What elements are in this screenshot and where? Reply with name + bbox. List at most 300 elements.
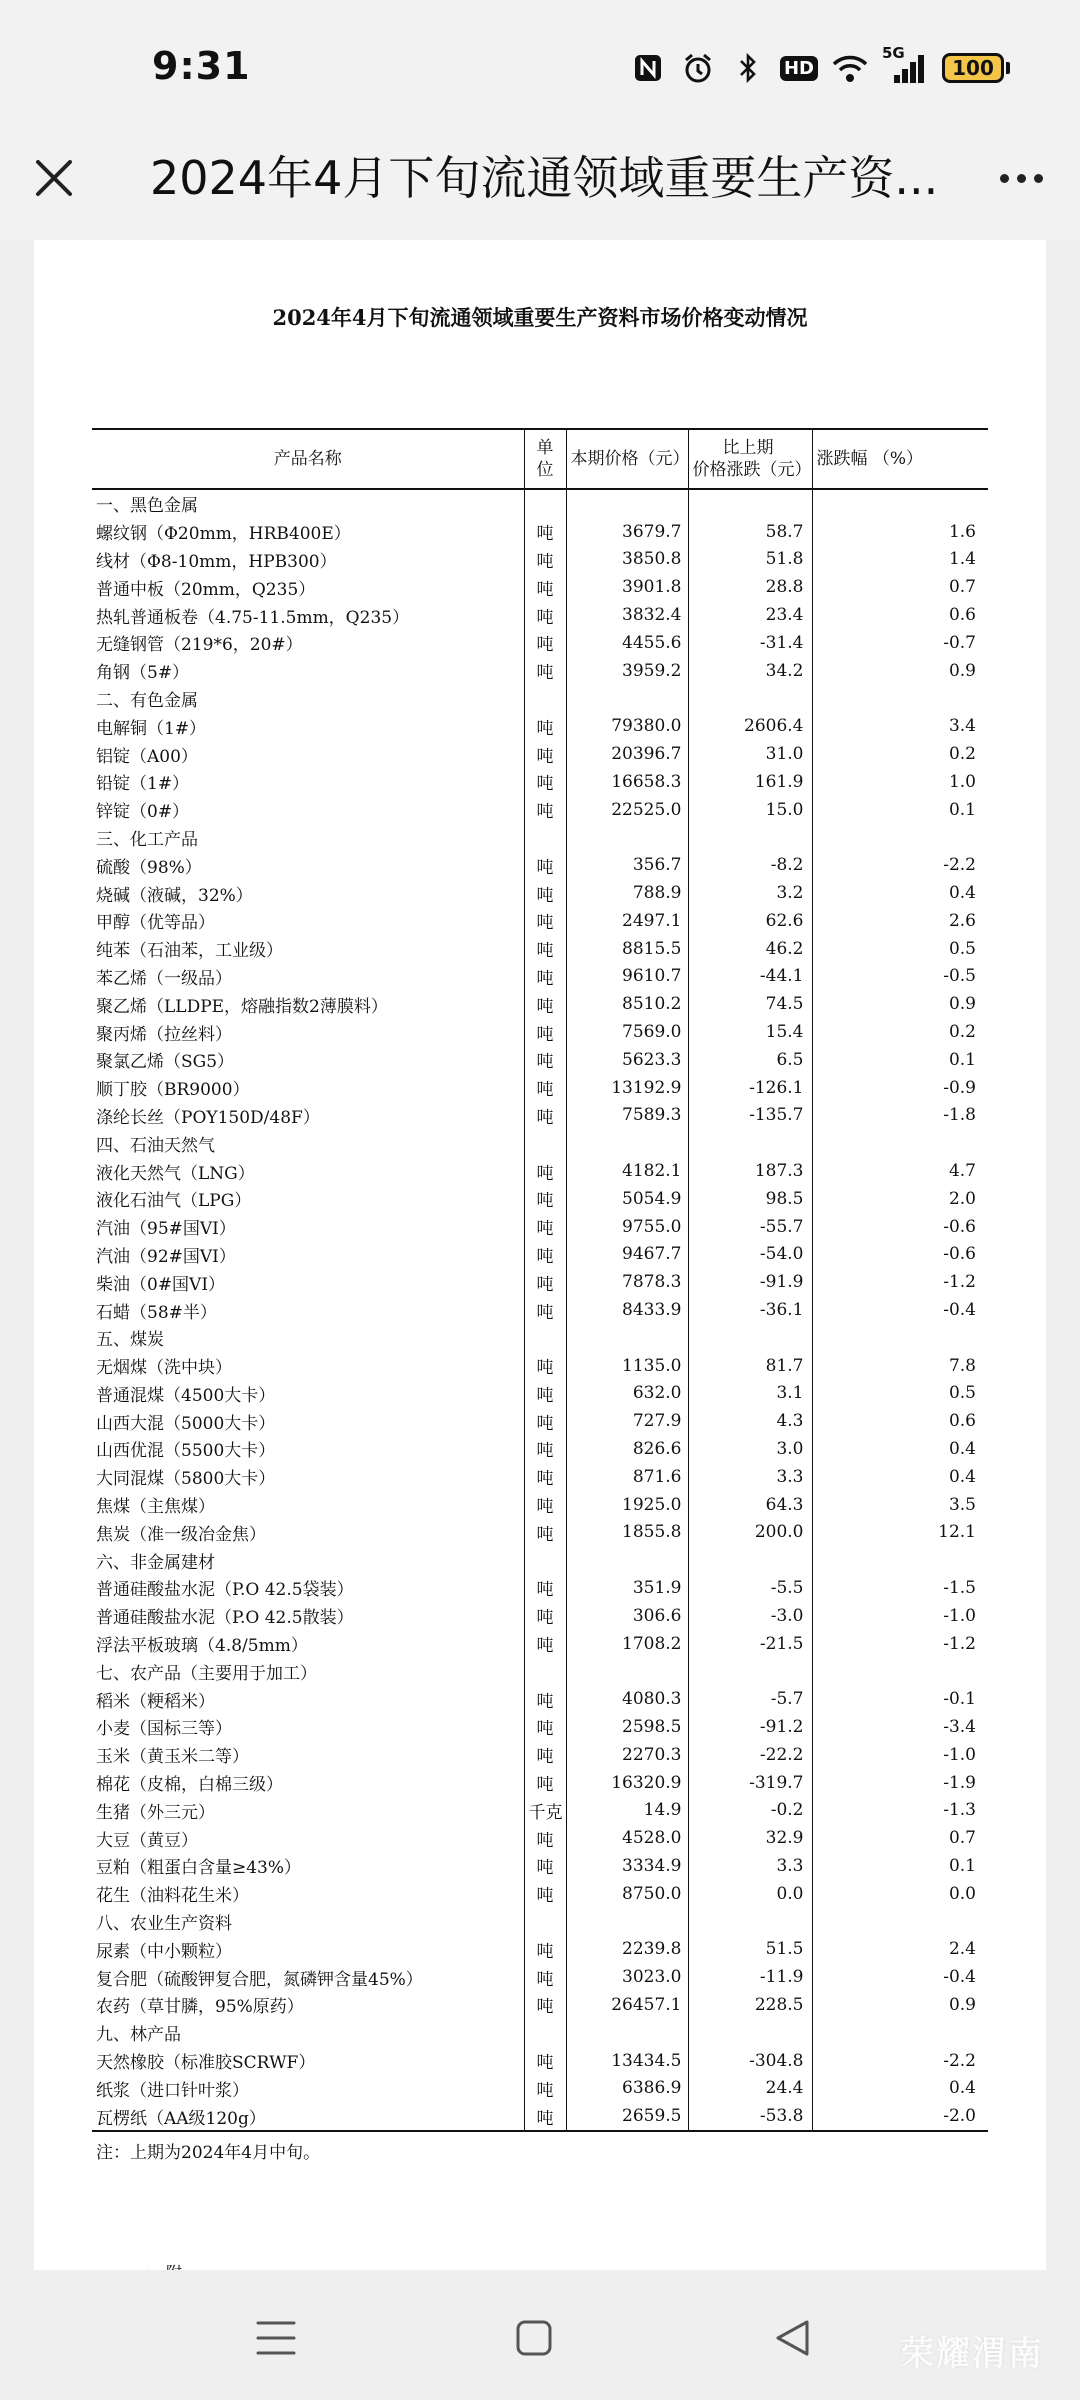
watermark: 荣耀渭南 (900, 2334, 1044, 2374)
price-cell (566, 1324, 688, 1352)
table-row (92, 573, 988, 601)
product-name-cell: 甲醇（优等品） (96, 913, 215, 934)
unit-cell: 吨 (524, 1268, 566, 1296)
product-name-cell: 烧碱（液碱，32%） (96, 885, 253, 906)
product-name-cell: 尿素（中小颗粒） (96, 1941, 232, 1962)
unit-cell: 吨 (524, 573, 566, 601)
pct-cell: 0.9 (948, 1994, 976, 2015)
product-name-cell: 九、林产品 (96, 2025, 181, 2046)
header-unit: 单位 (524, 429, 566, 489)
category-row (92, 685, 988, 713)
product-name-cell: 电解铜（1#） (96, 718, 207, 739)
table-row (92, 1018, 988, 1046)
change-cell: 34.2 (688, 657, 812, 685)
pct-cell: 0.7 (948, 577, 976, 598)
pct-cell: 1.4 (948, 549, 976, 570)
pct-cell: 2.0 (948, 1188, 976, 1209)
price-cell (566, 1546, 688, 1574)
product-name-cell: 豆粕（粗蛋白含量≥43%） (96, 1858, 302, 1879)
table-row (92, 1463, 988, 1491)
close-button[interactable] (24, 148, 84, 208)
pct-cell (812, 2019, 988, 2047)
table-row (92, 1880, 988, 1908)
product-name-cell: 四、石油天然气 (96, 1135, 215, 1156)
change-cell: 64.3 (688, 1491, 812, 1519)
document-title: 2024年4月下旬流通领域重要生产资料市场价格变动情况 (272, 305, 808, 330)
signal-icon (882, 44, 928, 86)
product-name-cell: 一、黑色金属 (96, 496, 198, 517)
change-cell: -31.4 (688, 629, 812, 657)
unit-cell: 吨 (524, 1880, 566, 1908)
price-cell: 1855.8 (622, 1522, 682, 1543)
wifi-icon (832, 50, 868, 86)
product-name-cell: 山西大混（5000大卡） (96, 1413, 276, 1434)
unit-cell: 吨 (524, 546, 566, 574)
hd-icon: HD (780, 56, 818, 81)
product-name-cell: 普通混煤（4500大卡） (96, 1385, 276, 1406)
unit-cell: 吨 (524, 1296, 566, 1324)
product-name-cell: 热轧普通板卷（4.75-11.5mm，Q235） (96, 607, 410, 628)
price-cell: 9755.0 (622, 1216, 682, 1237)
unit-cell: 吨 (524, 1824, 566, 1852)
pct-cell: 3.4 (948, 716, 976, 737)
unit-cell (524, 2019, 566, 2047)
table-row (92, 740, 988, 768)
pct-cell: -0.4 (943, 1967, 976, 1988)
page-title: 2024年4月下旬流通领域重要生产资... (150, 151, 939, 205)
unit-cell: 吨 (524, 768, 566, 796)
menu-icon (256, 2319, 296, 2357)
pct-cell: -0.1 (943, 1689, 976, 1710)
table-row (92, 851, 988, 879)
unit-cell (524, 685, 566, 713)
product-name-cell: 角钢（5#） (96, 663, 190, 684)
unit-cell: 吨 (524, 1991, 566, 2019)
price-cell: 9467.7 (622, 1244, 682, 1265)
app-bar (0, 130, 1080, 240)
table-row (92, 629, 988, 657)
price-cell: 3959.2 (622, 660, 682, 681)
product-name-cell: 农药（草甘膦，95%原药） (96, 1997, 304, 2018)
price-cell: 632.0 (632, 1383, 682, 1404)
unit-cell: 吨 (524, 1213, 566, 1241)
change-cell: 46.2 (688, 935, 812, 963)
price-cell: 8750.0 (622, 1883, 682, 1904)
product-name-cell: 普通硅酸盐水泥（P.O 42.5散装） (96, 1608, 354, 1629)
change-cell (688, 1129, 812, 1157)
change-cell (688, 489, 812, 518)
header-pct: 涨跌幅 （%） (812, 429, 988, 489)
change-cell: -135.7 (688, 1102, 812, 1130)
footnote: 注：上期为2024年4月中旬。 (96, 2143, 321, 2163)
table-row (92, 1574, 988, 1602)
unit-cell: 吨 (524, 629, 566, 657)
pct-cell: 7.8 (948, 1355, 976, 1376)
status-bar (0, 0, 1080, 130)
pct-cell: 4.7 (948, 1161, 976, 1182)
back-button[interactable] (752, 2298, 832, 2378)
change-cell: 161.9 (688, 768, 812, 796)
table-row (92, 796, 988, 824)
pct-cell: -1.0 (943, 1744, 976, 1765)
price-cell: 727.9 (632, 1411, 682, 1432)
product-name-cell: 二、有色金属 (96, 690, 198, 711)
change-cell: 58.7 (688, 518, 812, 546)
product-name-cell: 硫酸（98%） (96, 857, 202, 878)
change-cell: 15.4 (688, 1018, 812, 1046)
price-cell: 7569.0 (622, 1022, 682, 1043)
price-cell: 3334.9 (622, 1855, 682, 1876)
pct-cell (812, 1546, 988, 1574)
product-name-cell: 纸浆（进口针叶浆） (96, 2080, 249, 2101)
table-row (92, 1518, 988, 1546)
pct-cell: -3.4 (943, 1716, 976, 1737)
change-cell: -319.7 (688, 1769, 812, 1797)
table-row (92, 546, 988, 574)
change-cell: 2606.4 (688, 712, 812, 740)
price-cell: 826.6 (632, 1438, 682, 1459)
pct-cell: 0.4 (948, 1438, 976, 1459)
table-row (92, 768, 988, 796)
change-cell: 6.5 (688, 1046, 812, 1074)
price-cell: 8433.9 (622, 1300, 682, 1320)
pct-cell: -2.2 (943, 2050, 976, 2071)
table-row (92, 879, 988, 907)
pct-cell: 0.4 (948, 2078, 976, 2099)
price-cell: 8815.5 (622, 938, 682, 959)
unit-cell: 吨 (524, 935, 566, 963)
table-row (92, 1185, 988, 1213)
pct-cell (812, 1657, 988, 1685)
unit-cell: 吨 (524, 1769, 566, 1797)
product-name-cell: 柴油（0#国VI） (96, 1274, 226, 1295)
pct-cell (812, 1129, 988, 1157)
price-cell: 14.9 (643, 1800, 682, 1821)
unit-cell: 吨 (524, 518, 566, 546)
unit-cell: 吨 (524, 1102, 566, 1130)
product-name-cell: 五、煤炭 (96, 1330, 164, 1351)
unit-cell: 吨 (524, 1630, 566, 1658)
change-cell: -11.9 (688, 1963, 812, 1991)
price-cell: 1925.0 (622, 1494, 682, 1515)
price-cell (566, 1908, 688, 1936)
change-cell (688, 1908, 812, 1936)
change-cell: -21.5 (688, 1630, 812, 1658)
change-cell: -5.5 (688, 1574, 812, 1602)
pct-cell: 0.2 (948, 1022, 976, 1043)
table-body (92, 489, 988, 2131)
price-cell: 4182.1 (622, 1161, 682, 1182)
product-name-cell: 无缝钢管（219*6，20#） (96, 635, 303, 656)
price-cell: 4455.6 (622, 632, 682, 653)
unit-cell: 吨 (524, 1463, 566, 1491)
change-cell: 51.5 (688, 1935, 812, 1963)
pct-cell: 0.4 (948, 883, 976, 904)
price-cell: 7589.3 (622, 1105, 682, 1126)
category-row (92, 1657, 988, 1685)
change-cell: 228.5 (688, 1991, 812, 2019)
unit-cell: 吨 (524, 1407, 566, 1435)
change-cell: 3.2 (688, 879, 812, 907)
table-row (92, 1630, 988, 1658)
change-cell (688, 2019, 812, 2047)
unit-cell (524, 824, 566, 852)
change-cell: 187.3 (688, 1157, 812, 1185)
change-cell: 32.9 (688, 1824, 812, 1852)
change-cell: -54.0 (688, 1241, 812, 1269)
product-name-cell: 汽油（92#国VI） (96, 1246, 236, 1267)
change-cell: 24.4 (688, 2074, 812, 2102)
unit-cell: 吨 (524, 1241, 566, 1269)
category-row (92, 1129, 988, 1157)
pct-cell (812, 824, 988, 852)
change-cell: 74.5 (688, 990, 812, 1018)
table-row (92, 1852, 988, 1880)
product-name-cell: 液化石油气（LPG） (96, 1191, 252, 1212)
price-cell: 20396.7 (611, 744, 682, 765)
header-name: 产品名称 (92, 429, 524, 489)
table-row (92, 935, 988, 963)
product-name-cell: 浮法平板玻璃（4.8/5mm） (96, 1636, 308, 1657)
change-cell: 15.0 (688, 796, 812, 824)
price-cell: 8510.2 (622, 994, 682, 1015)
pct-cell: -0.5 (943, 966, 976, 987)
change-cell (688, 685, 812, 713)
product-name-cell: 螺纹钢（Φ20mm，HRB400E） (96, 524, 351, 545)
header-price: 本期价格（元） (566, 429, 688, 489)
table-row (92, 1213, 988, 1241)
table-row (92, 1352, 988, 1380)
change-cell: 0.0 (688, 1880, 812, 1908)
price-cell: 7878.3 (622, 1272, 682, 1293)
table-row (92, 1407, 988, 1435)
table-row (92, 601, 988, 629)
unit-cell: 吨 (524, 1574, 566, 1602)
unit-cell: 吨 (524, 1491, 566, 1519)
category-row (92, 824, 988, 852)
menu-button[interactable] (236, 2298, 316, 2378)
table-row (92, 1769, 988, 1797)
unit-cell: 吨 (524, 796, 566, 824)
table-row (92, 1074, 988, 1102)
price-cell (566, 1129, 688, 1157)
pct-cell: 0.6 (948, 605, 976, 626)
table-row (92, 990, 988, 1018)
price-cell: 3850.8 (622, 549, 682, 570)
table-row (92, 1157, 988, 1185)
change-cell: 98.5 (688, 1185, 812, 1213)
change-cell: -22.2 (688, 1741, 812, 1769)
unit-cell: 吨 (524, 990, 566, 1018)
pct-cell: 0.5 (948, 1383, 976, 1404)
unit-cell: 吨 (524, 712, 566, 740)
change-cell: -55.7 (688, 1213, 812, 1241)
change-cell: 31.0 (688, 740, 812, 768)
next-section-cutoff (134, 2260, 194, 2270)
product-name-cell: 铅锭（1#） (96, 774, 190, 795)
price-table (92, 428, 988, 2132)
unit-cell: 吨 (524, 2102, 566, 2131)
product-name-cell: 小麦（国标三等） (96, 1719, 232, 1740)
pct-cell: 1.6 (948, 521, 976, 542)
price-cell: 9610.7 (622, 966, 682, 987)
table-row (92, 1268, 988, 1296)
unit-cell: 吨 (524, 1741, 566, 1769)
product-name-cell: 生猪（外三元） (96, 1802, 215, 1823)
product-name-cell: 焦煤（主焦煤） (96, 1497, 215, 1518)
pct-cell: 2.6 (948, 910, 976, 931)
change-cell: -91.2 (688, 1713, 812, 1741)
close-icon (34, 158, 74, 198)
pct-cell: -1.5 (943, 1577, 976, 1598)
change-cell: 3.3 (688, 1852, 812, 1880)
pct-cell: 0.7 (948, 1828, 976, 1849)
table-row (92, 1935, 988, 1963)
status-icons (630, 44, 1010, 88)
change-cell (688, 824, 812, 852)
product-name-cell: 六、非金属建材 (96, 1552, 215, 1573)
battery-level: 100 (942, 53, 1004, 83)
table-header (92, 429, 988, 489)
price-cell: 13434.5 (611, 2050, 682, 2071)
change-cell (688, 1324, 812, 1352)
table-row (92, 1380, 988, 1408)
unit-cell: 吨 (524, 1713, 566, 1741)
price-cell: 79380.0 (611, 716, 682, 737)
price-cell: 5054.9 (622, 1188, 682, 1209)
price-cell: 2270.3 (622, 1744, 682, 1765)
back-triangle-icon (773, 2318, 811, 2358)
product-name-cell: 花生（油料花生米） (96, 1886, 249, 1907)
pct-cell: 0.9 (948, 660, 976, 681)
unit-cell (524, 1546, 566, 1574)
product-name-cell: 天然橡胶（标准胶SCRWF） (96, 2053, 316, 2074)
change-cell (688, 1657, 812, 1685)
unit-cell: 吨 (524, 2047, 566, 2075)
unit-cell (524, 1657, 566, 1685)
unit-cell: 吨 (524, 963, 566, 991)
pct-cell: 3.5 (948, 1494, 976, 1515)
home-button[interactable] (494, 2298, 574, 2378)
change-cell: -36.1 (688, 1296, 812, 1324)
change-cell: -0.2 (688, 1796, 812, 1824)
price-cell (566, 685, 688, 713)
price-cell: 306.6 (632, 1605, 682, 1626)
product-name-cell: 复合肥（硫酸钾复合肥，氮磷钾含量45%） (96, 1969, 423, 1990)
unit-cell: 吨 (524, 1935, 566, 1963)
product-name-cell: 苯乙烯（一级品） (96, 968, 232, 989)
unit-cell: 千克 (524, 1796, 566, 1824)
navigation-bar (0, 2270, 1080, 2400)
pct-cell: -2.2 (943, 855, 976, 876)
unit-cell: 吨 (524, 851, 566, 879)
pct-cell (812, 489, 988, 518)
unit-cell: 吨 (524, 1518, 566, 1546)
table-row (92, 2074, 988, 2102)
table-row (92, 1602, 988, 1630)
pct-cell: 0.4 (948, 1466, 976, 1487)
pct-cell: 12.1 (938, 1522, 976, 1543)
unit-cell: 吨 (524, 1157, 566, 1185)
product-name-cell: 铝锭（A00） (96, 746, 198, 767)
price-cell: 3832.4 (622, 605, 682, 626)
price-cell (566, 489, 688, 518)
table-row (92, 712, 988, 740)
unit-cell: 吨 (524, 1963, 566, 1991)
product-name-cell: 石蜡（58#半） (96, 1302, 217, 1323)
unit-cell: 吨 (524, 907, 566, 935)
product-name-cell: 三、化工产品 (96, 829, 198, 850)
product-name-cell: 锌锭（0#） (96, 802, 190, 823)
table-row (92, 1963, 988, 1991)
price-cell: 1135.0 (622, 1355, 682, 1376)
price-cell: 22525.0 (611, 799, 682, 820)
pct-cell: -0.6 (943, 1244, 976, 1265)
table-row (92, 1991, 988, 2019)
change-cell: -126.1 (688, 1074, 812, 1102)
price-cell (566, 824, 688, 852)
category-row (92, 489, 988, 518)
alarm-icon (680, 50, 716, 86)
price-cell: 4528.0 (622, 1828, 682, 1849)
change-cell (688, 1546, 812, 1574)
price-cell: 3679.7 (622, 521, 682, 542)
more-options-button[interactable] (986, 148, 1056, 208)
pct-cell: -0.7 (943, 632, 976, 653)
price-cell: 16320.9 (611, 1772, 682, 1793)
change-cell: 4.3 (688, 1407, 812, 1435)
table-row (92, 1296, 988, 1324)
product-name-cell: 聚乙烯（LLDPE，熔融指数2薄膜料） (96, 996, 388, 1017)
table-row (92, 1796, 988, 1824)
category-row (92, 1324, 988, 1352)
pct-cell: -1.0 (943, 1605, 976, 1626)
product-name-cell: 焦炭（准一级冶金焦） (96, 1524, 266, 1545)
product-name-cell: 聚氯乙烯（SG5） (96, 1052, 235, 1073)
pct-cell: 0.9 (948, 994, 976, 1015)
unit-cell: 吨 (524, 1852, 566, 1880)
price-cell: 3023.0 (622, 1967, 682, 1988)
unit-cell: 吨 (524, 1074, 566, 1102)
change-cell: 3.3 (688, 1463, 812, 1491)
table-row (92, 518, 988, 546)
change-cell: 81.7 (688, 1352, 812, 1380)
unit-cell: 吨 (524, 657, 566, 685)
product-name-cell: 大豆（黄豆） (96, 1830, 198, 1851)
unit-cell (524, 489, 566, 518)
table-row (92, 907, 988, 935)
change-cell: 3.0 (688, 1435, 812, 1463)
product-name-cell: 八、农业生产资料 (96, 1914, 232, 1935)
pct-cell: 0.1 (948, 1855, 976, 1876)
change-cell: 23.4 (688, 601, 812, 629)
product-name-cell: 瓦楞纸（AA级120g） (92, 2102, 524, 2131)
table-row (92, 1241, 988, 1269)
pct-cell: -1.2 (943, 1272, 976, 1293)
price-cell: 2659.5 (566, 2102, 688, 2131)
price-cell: 16658.3 (611, 771, 682, 792)
change-cell: 62.6 (688, 907, 812, 935)
unit-cell: 吨 (524, 1185, 566, 1213)
pct-cell: 0.0 (948, 1883, 976, 1904)
battery-icon (942, 53, 1010, 83)
table-row (92, 963, 988, 991)
change-cell: -8.2 (688, 851, 812, 879)
change-cell: -53.8 (688, 2102, 812, 2131)
price-cell: 351.9 (632, 1577, 682, 1598)
price-cell: 871.6 (632, 1466, 682, 1487)
price-cell: 2598.5 (622, 1716, 682, 1737)
